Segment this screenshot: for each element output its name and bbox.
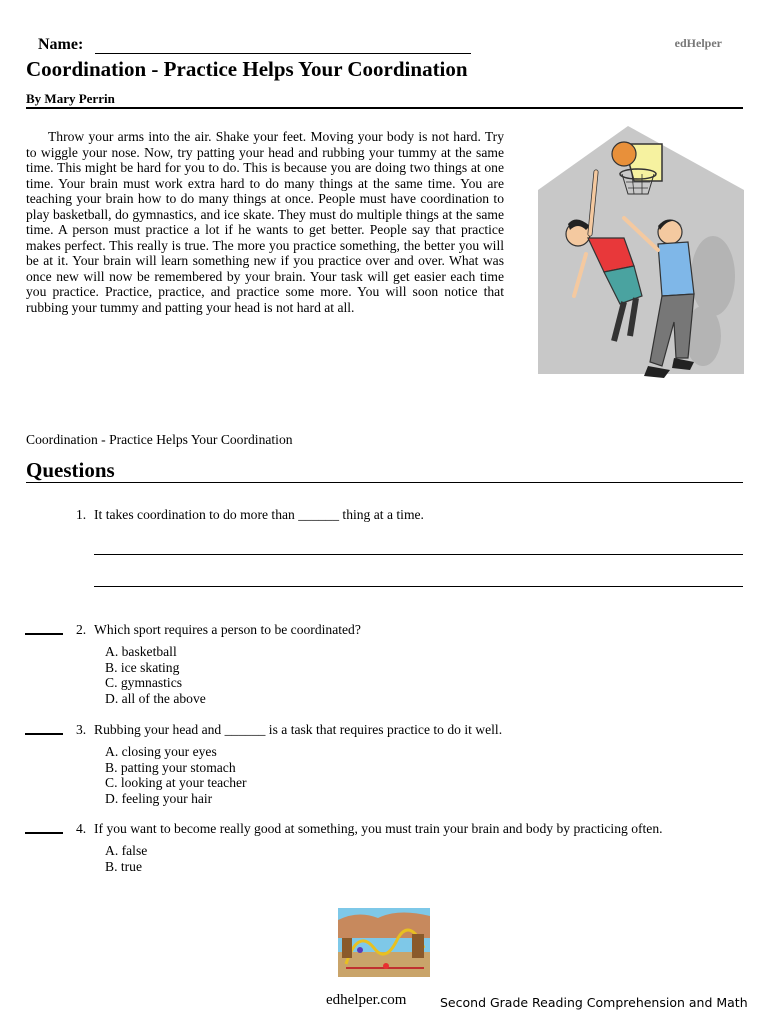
answer-line-1[interactable]: [94, 554, 743, 555]
questions-divider: [26, 482, 743, 483]
question-4-answer-blank[interactable]: [25, 832, 63, 834]
footer-tagline: Second Grade Reading Comprehension and Math: [440, 995, 748, 1010]
question-4-choices: [105, 843, 147, 874]
author-byline: By Mary Perrin: [26, 91, 115, 106]
choice[interactable]: C. looking at your teacher: [105, 775, 247, 790]
question-3-choices: [105, 744, 247, 806]
choice[interactable]: D. all of the above: [105, 690, 206, 706]
reading-passage: Throw your arms into the air. Shake your feet. Moving your body is not hard. Try to wiggle your nose. Now, try patting your head and rubbing your tummy at the same time. This might be hard for you to do. This is because you are doing two things at one time. Your brain must work extra hard to do many things at the same time. You are teaching your brain how to do many things at once. People must have coordination to play basketball, do gymnastics, and ice skate. They must do multiple things at the same time. A person must practice a lot if he wants to get better. People say that practice makes perfect. This really is true. The more you practice something, the better you will be at it. Your brain will learn something new if you practice over and over. What was once new will now be remembered by your brain. Your task will get easier each time you practice. Practice, practice, and practice some more. You will soon notice that rubbing your tummy and patting your head is not hard at all.: [26, 129, 504, 315]
choice[interactable]: B. patting your stomach: [105, 759, 236, 775]
choice[interactable]: B. true: [105, 858, 142, 874]
choice[interactable]: D. feeling your hair: [105, 790, 213, 806]
name-field-line[interactable]: [95, 53, 471, 54]
question-2-number: 2.: [76, 622, 87, 637]
answer-line-2[interactable]: [94, 586, 743, 587]
choice[interactable]: A. basketball: [105, 644, 177, 659]
questions-heading: Questions: [26, 458, 115, 482]
choice[interactable]: A. closing your eyes: [105, 744, 217, 759]
brand-label: edHelper: [674, 36, 722, 50]
question-3-number: 3.: [76, 722, 87, 737]
title-divider: [26, 107, 743, 109]
footer-brand: edhelper.com: [326, 992, 407, 1008]
choice[interactable]: C. gymnastics: [105, 675, 183, 690]
question-3-answer-blank[interactable]: [25, 733, 63, 735]
question-2-answer-blank[interactable]: [25, 633, 63, 635]
choice[interactable]: B. ice skating: [105, 659, 180, 675]
question-4-number: 4.: [76, 821, 87, 836]
section-subtitle: Coordination - Practice Helps Your Coordination: [26, 432, 293, 447]
question-4-text: If you want to become really good at something, you must train your brain and body by practicing often.: [94, 821, 663, 836]
name-label: Name:: [38, 36, 84, 53]
question-3-text: Rubbing your head and ______ is a task that requires practice to do it well.: [94, 722, 503, 737]
roller-coaster-image: [338, 908, 430, 977]
question-1-number: 1.: [76, 507, 87, 522]
basketball-illustration: [538, 126, 744, 388]
question-2-text: Which sport requires a person to be coordinated?: [94, 622, 361, 637]
choice[interactable]: A. false: [105, 843, 148, 858]
question-2-choices: [105, 644, 206, 706]
page-title: Coordination - Practice Helps Your Coordination: [26, 57, 468, 81]
question-1-text: It takes coordination to do more than ______ thing at a time.: [94, 507, 424, 522]
